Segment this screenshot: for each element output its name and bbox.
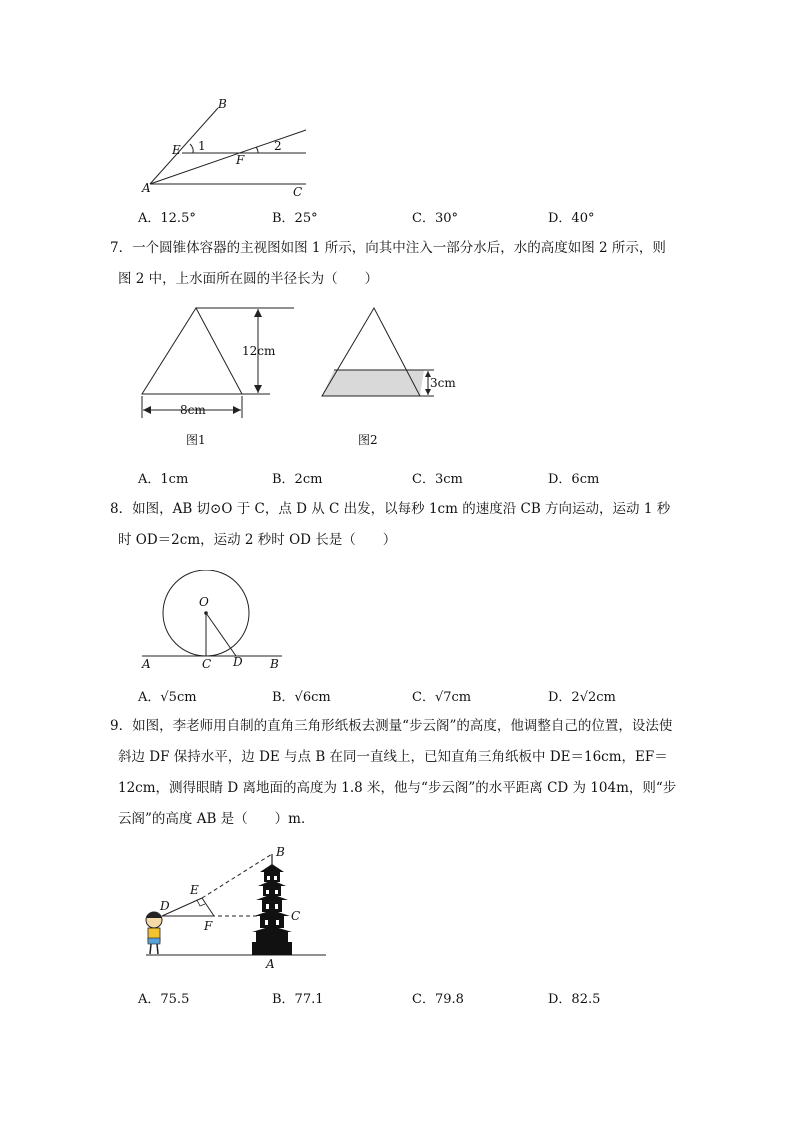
label-C: C — [202, 657, 212, 671]
label-A: A — [266, 957, 275, 971]
label-C: C — [291, 909, 301, 923]
q9-stem: 9．如图，李老师用自制的直角三角形纸板去测量“步云阁”的高度，他调整自己的位置，设法使斜边 DF 保持水平，边 DE 与点 B 在同一直线上，已知直角三角纸板中 DE＝16cm，EF＝12cm，测得眼睛 D 离地面的高度为 1.8 米，他与“步云阁”的水平距离 CD 为 104m，则“步云阁”的高度 AB 是（ ）m． — [110, 718, 677, 827]
q7-stem: 7．一个圆锥体容器的主视图如图 1 所示，向其中注入一部分水后，水的高度如图 2 所示，则图 2 中，上水面所在圆的半径长为（ ） — [110, 240, 666, 287]
label-A: A — [142, 181, 151, 195]
label-D: D — [233, 655, 243, 669]
q7-option-c[interactable]: C．3cm — [412, 472, 463, 487]
q6-option-c[interactable]: C．30° — [412, 211, 458, 226]
q7-option-b[interactable]: B．2cm — [272, 472, 323, 487]
label-E: E — [190, 883, 199, 897]
label-C: C — [293, 185, 303, 199]
q6-option-b[interactable]: B．25° — [272, 211, 318, 226]
q8-option-c[interactable]: C．√7cm — [412, 690, 472, 705]
q9-option-c[interactable]: C．79.8 — [412, 992, 464, 1007]
label-angle-1: 1 — [198, 139, 206, 153]
q6-option-d[interactable]: D．40° — [548, 211, 595, 226]
label-F: F — [204, 919, 213, 933]
q9-option-b[interactable]: B．77.1 — [272, 992, 324, 1007]
label-B: B — [218, 97, 227, 111]
label-O: O — [199, 595, 209, 609]
label-E: E — [172, 143, 181, 157]
q9-option-a[interactable]: A．75.5 — [138, 992, 190, 1007]
label-A: A — [142, 657, 151, 671]
label-angle-2: 2 — [274, 139, 282, 153]
fig2-depth-label: 3cm — [430, 376, 456, 390]
fig1-height-label: 12cm — [242, 344, 276, 358]
label-B: B — [270, 657, 279, 671]
q6-figure — [138, 96, 318, 200]
q7-figure-2 — [318, 300, 478, 455]
q8-stem: 8．如图，AB 切⊙O 于 C，点 D 从 C 出发，以每秒 1cm 的速度沿 CB 方向运动，运动 1 秒时 OD＝2cm，运动 2 秒时 OD 长是（ ） — [110, 501, 671, 548]
q7-option-a[interactable]: A．1cm — [138, 472, 189, 487]
label-B: B — [276, 845, 285, 859]
fig1-width-label: 8cm — [180, 403, 206, 417]
pagoda-icon — [252, 854, 292, 955]
label-F: F — [236, 153, 245, 167]
q8-option-b[interactable]: B．√6cm — [272, 690, 331, 705]
q9-figure — [138, 840, 338, 975]
person-icon — [146, 912, 162, 954]
q7-figure-1 — [138, 300, 308, 455]
fig2-caption: 图2 — [358, 433, 378, 447]
fig1-caption: 图1 — [186, 433, 206, 447]
q9-option-d[interactable]: D．82.5 — [548, 992, 601, 1007]
q8-option-a[interactable]: A．√5cm — [138, 690, 197, 705]
q8-figure — [138, 570, 298, 675]
label-D: D — [160, 899, 170, 913]
q8-option-d[interactable]: D．2√2cm — [548, 690, 616, 705]
q7-option-d[interactable]: D．6cm — [548, 472, 600, 487]
q6-option-a[interactable]: A．12.5° — [138, 211, 196, 226]
